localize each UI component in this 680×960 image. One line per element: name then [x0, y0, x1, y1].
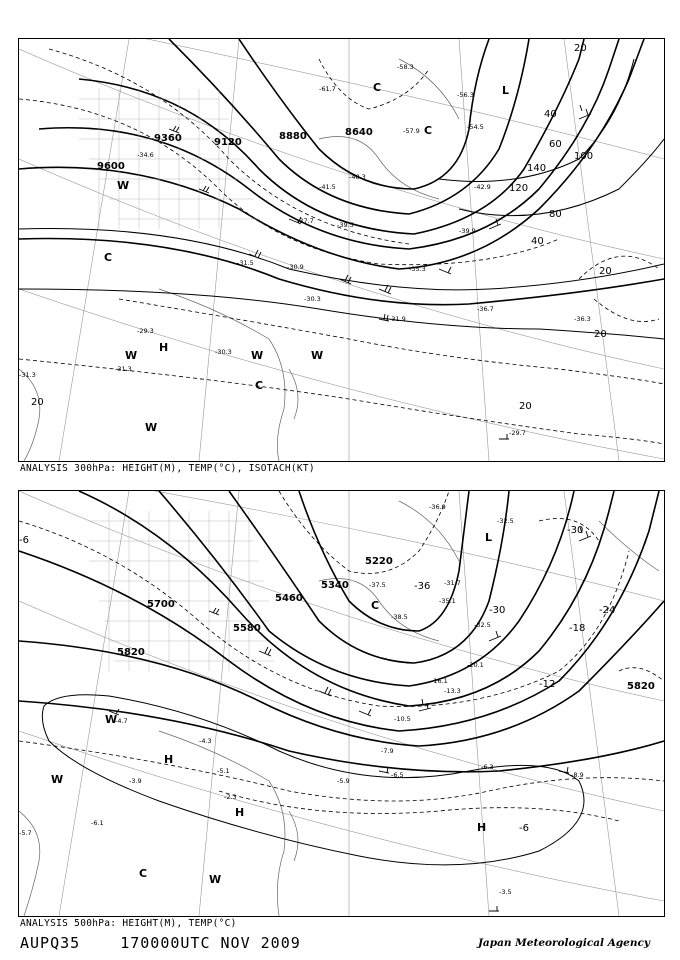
height-label-5580: 5580: [233, 623, 261, 634]
temp-obs: -31.3: [115, 365, 132, 373]
chart-code: AUPQ35: [20, 934, 81, 952]
wind-barbs: [169, 105, 594, 439]
height-label-9120: 9120: [214, 137, 242, 148]
temp-obs: -37.7: [297, 217, 314, 225]
cold-marker: C: [139, 867, 148, 880]
analysis-timestamp: 170000UTC NOV 2009: [120, 934, 301, 952]
low-marker: L: [502, 84, 510, 97]
footer-identifier: [20, 934, 331, 952]
temp-obs: -8.9: [571, 771, 584, 779]
height-label-5820: 5820: [117, 647, 145, 658]
temp-obs: -39.5: [337, 221, 354, 229]
isotach-label: 20: [594, 329, 607, 340]
temp-obs: -36.7: [477, 305, 494, 313]
temp-obs: -58.3: [397, 63, 414, 71]
temp-label: -6: [19, 535, 29, 546]
isotach-label: 20: [574, 43, 587, 54]
temp-obs: -54.5: [467, 123, 484, 131]
temp-obs: -32.5: [497, 517, 514, 525]
temp-label: -18: [569, 623, 586, 634]
map-500hpa: [18, 490, 665, 917]
temp-label: -12: [539, 679, 556, 690]
temp-obs: -31.7: [444, 579, 461, 587]
temp-contour-labels: [19, 525, 615, 834]
cold-marker: C: [371, 599, 380, 612]
cold-marker: C: [255, 379, 264, 392]
temp-obs: -5.7: [19, 829, 32, 837]
isotach-label: 100: [574, 151, 594, 162]
cold-marker: C: [424, 124, 433, 137]
temp-obs: -39.9: [459, 227, 476, 235]
wind-barbs: [109, 527, 591, 911]
height-label-8640: 8640: [345, 127, 373, 138]
temp-obs: -29.3: [137, 327, 154, 335]
caption-300hpa: ANALYSIS 300hPa: HEIGHT(M), TEMP(°C), ISOTACH(KT): [20, 463, 315, 474]
high-marker: H: [159, 341, 169, 354]
temp-obs: -41.5: [319, 183, 336, 191]
temp-obs: -4.7: [115, 717, 128, 725]
isotach-label: 120: [509, 183, 529, 194]
temp-obs: -35.1: [439, 597, 456, 605]
height-label-5700: 5700: [147, 599, 175, 610]
temp-obs: -20.1: [467, 661, 484, 669]
temp-obs: -31.5: [237, 259, 254, 267]
height-labels: [97, 127, 373, 172]
isotach-label: 40: [531, 236, 544, 247]
temp-label: -24: [599, 605, 616, 616]
isotherms: [19, 49, 664, 444]
low-marker: L: [485, 531, 493, 544]
map-300hpa: [18, 38, 665, 462]
cold-marker: C: [373, 81, 382, 94]
temp-obs: -42.9: [474, 183, 491, 191]
cold-marker: C: [104, 251, 113, 264]
height-label-5340: 5340: [321, 580, 349, 591]
temperature-observations: [19, 503, 584, 896]
warm-marker: W: [251, 349, 264, 362]
temp-obs: -30.3: [215, 348, 232, 356]
height-label-9600: 9600: [97, 161, 125, 172]
isotach-label: 60: [549, 139, 562, 150]
map-300hpa-graphic: [19, 39, 664, 461]
high-marker: H: [164, 753, 174, 766]
temp-obs: -7.9: [381, 747, 394, 755]
temp-obs: -56.3: [457, 91, 474, 99]
temp-obs: -16.1: [431, 677, 448, 685]
temp-obs: -5.9: [337, 777, 350, 785]
temp-label: -6: [519, 823, 529, 834]
temp-obs: -35.3: [409, 265, 426, 273]
isotach-label: 20: [31, 397, 44, 408]
height-label-8880: 8880: [279, 131, 307, 142]
warm-marker: W: [117, 179, 130, 192]
warm-marker: W: [145, 421, 158, 434]
temp-obs: -36.3: [574, 315, 591, 323]
temp-obs: -61.7: [319, 85, 336, 93]
isotach-label: 140: [527, 163, 547, 174]
isotach-label: 80: [549, 209, 562, 220]
temp-label: -30: [567, 525, 584, 536]
temp-obs: -6.3: [481, 763, 494, 771]
temp-obs: -34.6: [137, 151, 154, 159]
isotach-label: 20: [519, 401, 532, 412]
temp-label: -30: [489, 605, 506, 616]
warm-marker: W: [51, 773, 64, 786]
temp-obs: -48.3: [349, 173, 366, 181]
temp-obs: -31.9: [389, 315, 406, 323]
temp-obs: -6.5: [391, 771, 404, 779]
height-label-9360: 9360: [154, 133, 182, 144]
warm-marker: W: [125, 349, 138, 362]
temp-obs: -30.3: [304, 295, 321, 303]
high-marker: H: [477, 821, 487, 834]
warm-marker: W: [209, 873, 222, 886]
temp-obs: -6.1: [91, 819, 104, 827]
isotach-label: 20: [599, 266, 612, 277]
isotach-label: 40: [544, 109, 557, 120]
temp-obs: -30.9: [287, 263, 304, 271]
height-label-5820: 5820: [627, 681, 655, 692]
temp-obs: -31.3: [19, 371, 36, 379]
temp-obs: -29.7: [509, 429, 526, 437]
high-marker: H: [235, 806, 245, 819]
warm-marker: W: [311, 349, 324, 362]
temp-obs: -4.3: [199, 737, 212, 745]
caption-500hpa: ANALYSIS 500hPa: HEIGHT(M), TEMP(°C): [20, 918, 237, 929]
temp-obs: -10.5: [394, 715, 411, 723]
temp-obs: -57.9: [403, 127, 420, 135]
temp-obs: -38.5: [391, 613, 408, 621]
temp-obs: -5.1: [217, 767, 230, 775]
temp-obs: -37.5: [369, 581, 386, 589]
warm-marker: W: [105, 713, 118, 726]
temp-label: -36: [414, 581, 431, 592]
temp-obs: -2.3: [224, 793, 237, 801]
temp-obs: -3.5: [499, 888, 512, 896]
height-label-5460: 5460: [275, 593, 303, 604]
height-label-5220: 5220: [365, 556, 393, 567]
temp-obs: -13.3: [444, 687, 461, 695]
agency-name: Japan Meteorological Agency: [477, 937, 650, 949]
temp-obs: -3.9: [129, 777, 142, 785]
temp-obs: -32.5: [474, 621, 491, 629]
map-500hpa-graphic: [19, 491, 664, 916]
temp-obs: -36.9: [429, 503, 446, 511]
